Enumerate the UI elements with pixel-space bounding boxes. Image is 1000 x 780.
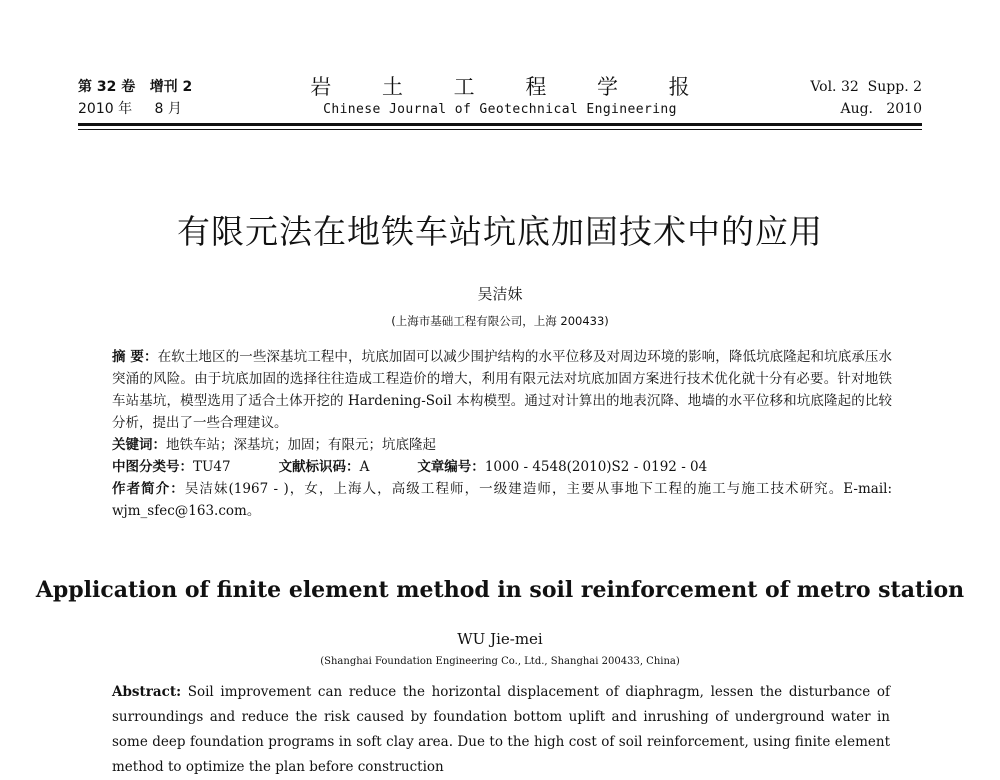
abstract-cn-label: 摘 要： [112, 349, 158, 365]
article-number-value: 1000 - 4548(2010)S2 - 0192 - 04 [484, 459, 708, 475]
keywords-cn-text: 地铁车站；深基坑；加固；有限元；坑底隆起 [166, 437, 436, 453]
keywords-cn [112, 434, 892, 456]
paper-title-en: Application of finite element method in soil reinforcement of metro station [35, 577, 965, 603]
header-supplement-cn: 增刊 2 [149, 79, 193, 95]
header-date-en: Aug. 2010 [840, 101, 922, 117]
article-number-label: 文章编号： [417, 459, 485, 475]
header-issue-info-en [810, 76, 922, 120]
header-rule-thin [78, 129, 922, 130]
author-name-en: WU Jie-mei [457, 630, 543, 648]
journal-name-cn: 岩 土 工 程 学 报 [310, 75, 712, 99]
header-rule-thick [78, 123, 922, 126]
author-affiliation-en: (Shanghai Foundation Engineering Co., Ltd., Shanghai 200433, China) [320, 656, 680, 667]
clc-value: TU47 [193, 459, 231, 475]
header-month-cn: 8 月 [154, 101, 182, 117]
author-bio-text: 吴洁妹(1967 - )，女，上海人，高级工程师，一级建造师，主要从事地下工程的施工与施工技术研究。E-mail: wjm_sfec@163.com。 [112, 481, 893, 519]
abstract-cn [112, 346, 892, 434]
author-bio [112, 478, 892, 522]
doc-code-label: 文献标识码： [278, 459, 360, 475]
author-name-cn: 吴洁妹 [477, 285, 523, 303]
paper-title-cn: 有限元法在地铁车站坑底加固技术中的应用 [177, 212, 823, 251]
abstract-en-text: Soil improvement can reduce the horizontal displacement of diaphragm, lessen the disturbance of surroundings and reduce the risk caused by foundation bottom uplift and inrushing of underground water in some deep foundation programs in soft clay area. Due to the high cost of soil reinforcement, using finite element method to optimize the plan before construction [112, 684, 890, 775]
doc-code-value: A [359, 459, 370, 475]
abstract-en [112, 680, 890, 780]
author-affiliation-cn: (上海市基础工程有限公司，上海 200433) [391, 314, 609, 328]
journal-name-en: Chinese Journal of Geotechnical Engineering [323, 102, 677, 117]
clc-label: 中图分类号： [112, 459, 193, 475]
header-year-cn: 2010 年 [78, 101, 133, 117]
abstract-cn-text: 在软土地区的一些深基坑工程中，坑底加固可以减少围护结构的水平位移及对周边环境的影响，降低坑底隆起和坑底承压水突涌的风险。由于坑底加固的选择往往造成工程造价的增大，利用有限元法对坑底加固方案进行技术优化就十分有必要。针对地铁车站基坑，模型选用了适合土体开挖的 Hardening-Soil 本构模型。通过对计算出的地表沉降、地墙的水平位移和坑底隆起的比较分析，提出了一些合理建议。 [112, 349, 892, 431]
journal-name [78, 74, 922, 120]
author-bio-label: 作者简介： [112, 481, 185, 497]
header-volume-en: Vol. 32 Supp. 2 [810, 79, 922, 95]
running-header [78, 76, 922, 124]
abstract-en-label: Abstract: [112, 684, 182, 700]
classification-line [112, 456, 892, 478]
header-volume-cn: 第 32 卷 [78, 79, 136, 95]
keywords-cn-label: 关键词： [112, 437, 166, 453]
